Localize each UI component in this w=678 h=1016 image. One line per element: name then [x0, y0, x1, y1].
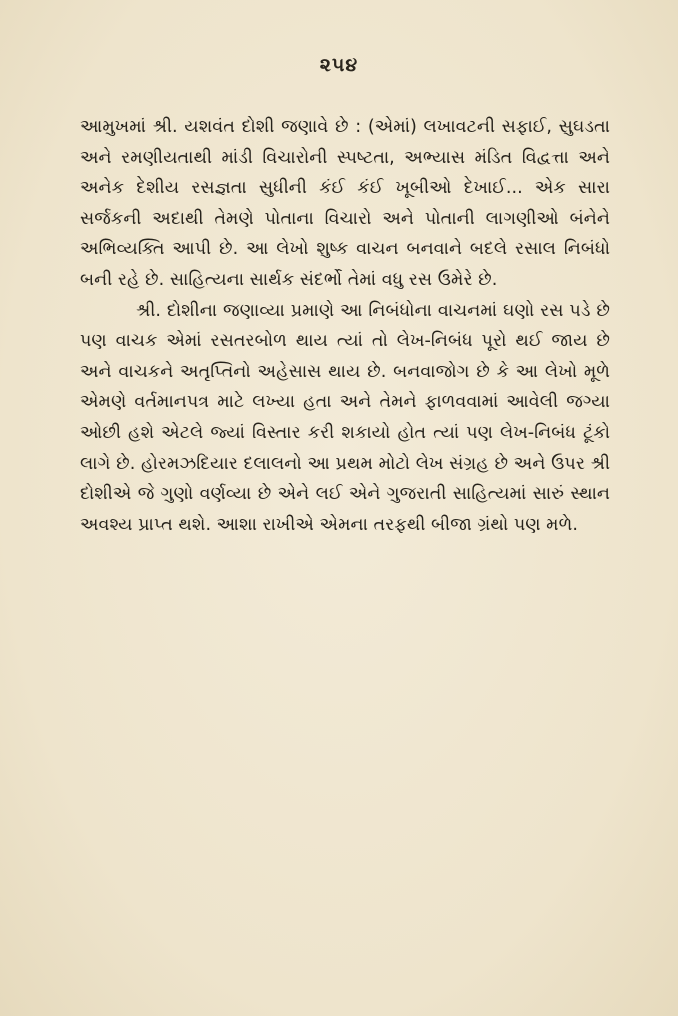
paragraph-2: શ્રી. દોશીના જણાવ્યા પ્રમાણે આ નિબંધોના વાચનમાં ઘણો રસ પડે છે પણ વાચક એમાં રસતરબોળ થાય ત્યાં તો લેખ-નિબંધ પૂરો થઈ જાય છે અને વાચકને અતૃપ્તિનો અહેસાસ થાય છે. બનવાજોગ છે કે આ લેખો મૂળે એમણે વર્તમાનપત્ર માટે લખ્યા હતા અને તેમને ફાળવવામાં આવેલી જગ્યા ઓછી હશે એટલે જ્યાં વિસ્તાર કરી શકાયો હોત ત્યાં પણ લેખ-નિબંધ ટૂંકો લાગે છે. હોરમઝદિયાર દલાલનો આ પ્રથમ મોટો લેખ સંગ્રહ છે અને ઉપર શ્રી દોશીએ જે ગુણો વર્ણવ્યા છે એને લઈ એને ગુજરાતી સાહિત્યમાં સારું સ્થાન અવશ્ય પ્રાપ્ત થશે. આશા રાખીએ એમના તરફથી બીજા ગ્રંથો પણ મળે.	[80, 300, 610, 535]
body-text	[80, 112, 610, 540]
paragraph-1: આમુખમાં શ્રી. યશવંત દોશી જણાવે છે : (એમાં) લખાવટની સફાઈ, સુઘડતા અને રમણીયતાથી માંડી વિચારોની સ્પષ્ટતા, અભ્યાસ મંડિત વિદ્વત્તા અને અનેક દેશીય રસજ્ઞતા સુધીની કંઈ કંઈ ખૂબીઓ દેખાઈ... એક સારા સર્જકની અદાથી તેમણે પોતાના વિચારો અને પોતાની લાગણીઓ બંનેને અભિવ્યક્તિ આપી છે. આ લેખો શુષ્ક વાચન બનવાને બદલે રસાલ નિબંધો બની રહે છે. સાહિત્યના સાર્થક સંદર્ભો તેમાં વધુ રસ ઉમેરે છે.	[80, 117, 610, 290]
page-number: ૨૫૪	[319, 54, 359, 76]
